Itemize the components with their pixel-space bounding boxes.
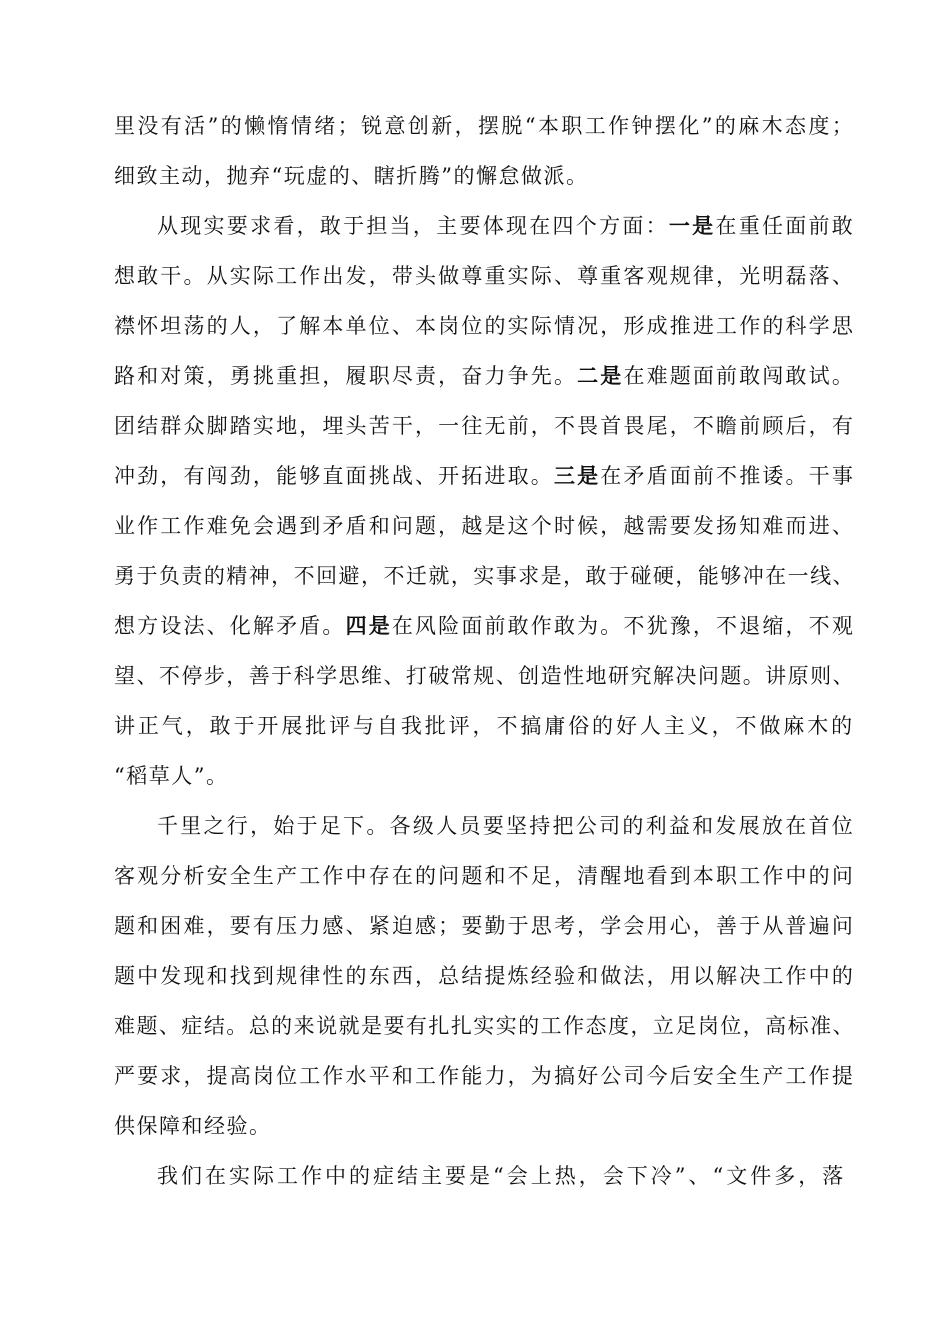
- text-run: 难题、症结。总的来说就是要有扎扎实实的工作态度，立足岗位，高标准、: [114, 1014, 855, 1038]
- paragraph-line: [114, 609, 855, 643]
- paragraph-line: [114, 1109, 272, 1143]
- text-run: 想敢干。从实际工作出发，带头做尊重实际、尊重客观规律，光明磊落、: [114, 264, 855, 288]
- paragraph-line: [114, 759, 228, 793]
- paragraph-line: [114, 359, 855, 393]
- paragraph-line: [114, 109, 855, 143]
- text-run: 路和对策，勇挑重担，履职尽责，奋力争先。: [114, 364, 578, 388]
- paragraph-line: [157, 809, 855, 843]
- paragraph-line: [157, 209, 855, 243]
- text-run: 我们在实际工作中的症结主要是“会上热，会下冷”、“文件多，落: [157, 1164, 847, 1188]
- paragraph-line: [114, 959, 855, 993]
- bold-keyword: 二是: [577, 363, 624, 388]
- paragraph-line: [114, 1009, 855, 1043]
- paragraph-line: [114, 509, 855, 543]
- text-run: 从现实要求看，敢于担当，主要体现在四个方面：: [157, 214, 669, 238]
- text-run: 在难题面前敢闯敢试。: [623, 364, 855, 388]
- text-run: 望、不停步，善于科学思维、打破常规、创造性地研究解决问题。讲原则、: [114, 664, 855, 688]
- text-run: 襟怀坦荡的人，了解本单位、本岗位的实际情况，形成推进工作的科学思: [114, 314, 855, 338]
- paragraph-line: [114, 559, 855, 593]
- bold-keyword: 一是: [668, 213, 716, 238]
- paragraph-line: [114, 909, 855, 943]
- text-run: 题和困难，要有压力感、紧迫感；要勤于思考，学会用心，善于从普遍问: [114, 914, 855, 938]
- paragraph-line: [114, 409, 855, 443]
- text-run: “稻草人”。: [114, 764, 229, 788]
- bold-keyword: 三是: [553, 463, 601, 488]
- text-run: 供保障和经验。: [114, 1114, 272, 1138]
- paragraph-line: [114, 709, 855, 743]
- text-run: 客观分析安全生产工作中存在的问题和不足，清醒地看到本职工作中的问: [114, 864, 855, 888]
- paragraph-line: [114, 259, 855, 293]
- paragraph-line: [114, 859, 855, 893]
- text-run: 讲正气，敢于开展批评与自我批评，不搞庸俗的好人主义，不做麻木的: [114, 714, 855, 738]
- paragraph-line: [114, 659, 855, 693]
- text-run: 冲劲，有闯劲，能够直面挑战、开拓进取。: [114, 464, 554, 488]
- text-run: 想方设法、化解矛盾。: [114, 614, 346, 638]
- paragraph-line: [114, 159, 588, 193]
- paragraph-line: [114, 459, 855, 493]
- text-run: 在矛盾面前不推诿。干事: [600, 464, 855, 488]
- text-run: 在重任面前敢: [715, 214, 856, 238]
- paragraph-line: [114, 1059, 855, 1093]
- text-run: 勇于负责的精神，不回避，不迁就，实事求是，敢于碰硬，能够冲在一线、: [114, 564, 855, 588]
- text-run: 题中发现和找到规律性的东西，总结提炼经验和做法，用以解决工作中的: [114, 964, 855, 988]
- paragraph-line: [157, 1159, 846, 1193]
- text-run: 在风险面前敢作敢为。不犹豫，不退缩，不观: [391, 614, 855, 638]
- text-run: 细致主动，抛弃“玩虚的、瞎折腾”的懈怠做派。: [114, 164, 589, 188]
- text-run: 团结群众脚踏实地，埋头苦干，一往无前，不畏首畏尾，不瞻前顾后，有: [114, 414, 855, 438]
- text-run: 千里之行，始于足下。各级人员要坚持把公司的利益和发展放在首位: [157, 814, 855, 838]
- bold-keyword: 四是: [345, 613, 392, 638]
- text-run: 里没有活”的懒惰情绪；锐意创新，摆脱“本职工作钟摆化”的麻木态度；: [114, 114, 856, 138]
- text-run: 严要求，提高岗位工作水平和工作能力，为搞好公司今后安全生产工作提: [114, 1064, 855, 1088]
- paragraph-line: [114, 309, 855, 343]
- text-run: 业作工作难免会遇到矛盾和问题，越是这个时候，越需要发扬知难而进、: [114, 514, 855, 538]
